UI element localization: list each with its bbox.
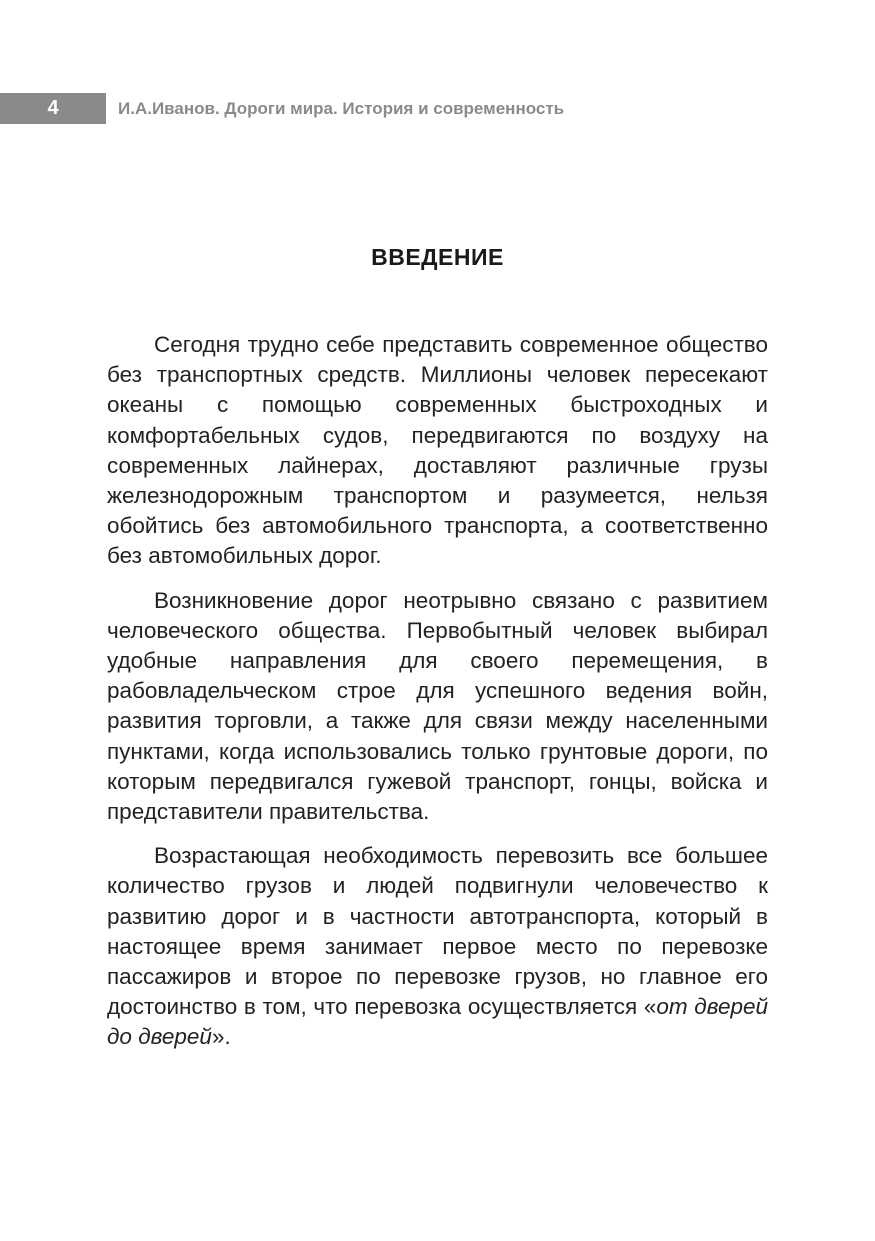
paragraph-3 [107,841,768,1052]
running-title: И.А.Иванов. Дороги мира. История и современность [118,99,565,118]
paragraph-2: Возникновение дорог неотрывно связано с развитием человеческого общества. Первобытный человек выбирал удобные направления для своего перемещения, в рабовладельческом строе для успешного ведения войн, развития торговли, а также для связи между населенными пунктами, когда использовались только грунтовые дороги, по которым передвигался гужевой транспорт, гонцы, войска и представители правительства. [107,587,768,825]
paragraph-3-emphasis: от дверей до дверей [107,994,769,1050]
page-number: 4 [0,93,106,124]
paragraph-1: Сегодня трудно себе представить современное общество без транспортных средств. Миллионы человек пересекают океаны с помощью современных быстроходных и комфортабельных судов, передвигаются по воздуху на современных лайнерах, доставляют различные грузы железнодорожным транспортом и разумеется, нельзя обойтись без автомобильного транспорта, а соответственно без автомобильных дорог. [107,332,768,569]
paragraph-3-end: ». [211,1024,231,1050]
chapter-title: ВВЕДЕНИЕ [371,244,504,271]
paragraph-3-text: Возрастающая необходимость перевозить все большее количество грузов и людей подвигнули человечество к развитию дорог и в частности автотранспорта, который в настоящее время занимает первое место по перевозке пассажиров и второе по перевозке грузов, но главное его достоинство в том, что перевозка осуществляется « [107,843,768,1020]
body-text [107,330,768,1053]
running-header [0,93,875,124]
